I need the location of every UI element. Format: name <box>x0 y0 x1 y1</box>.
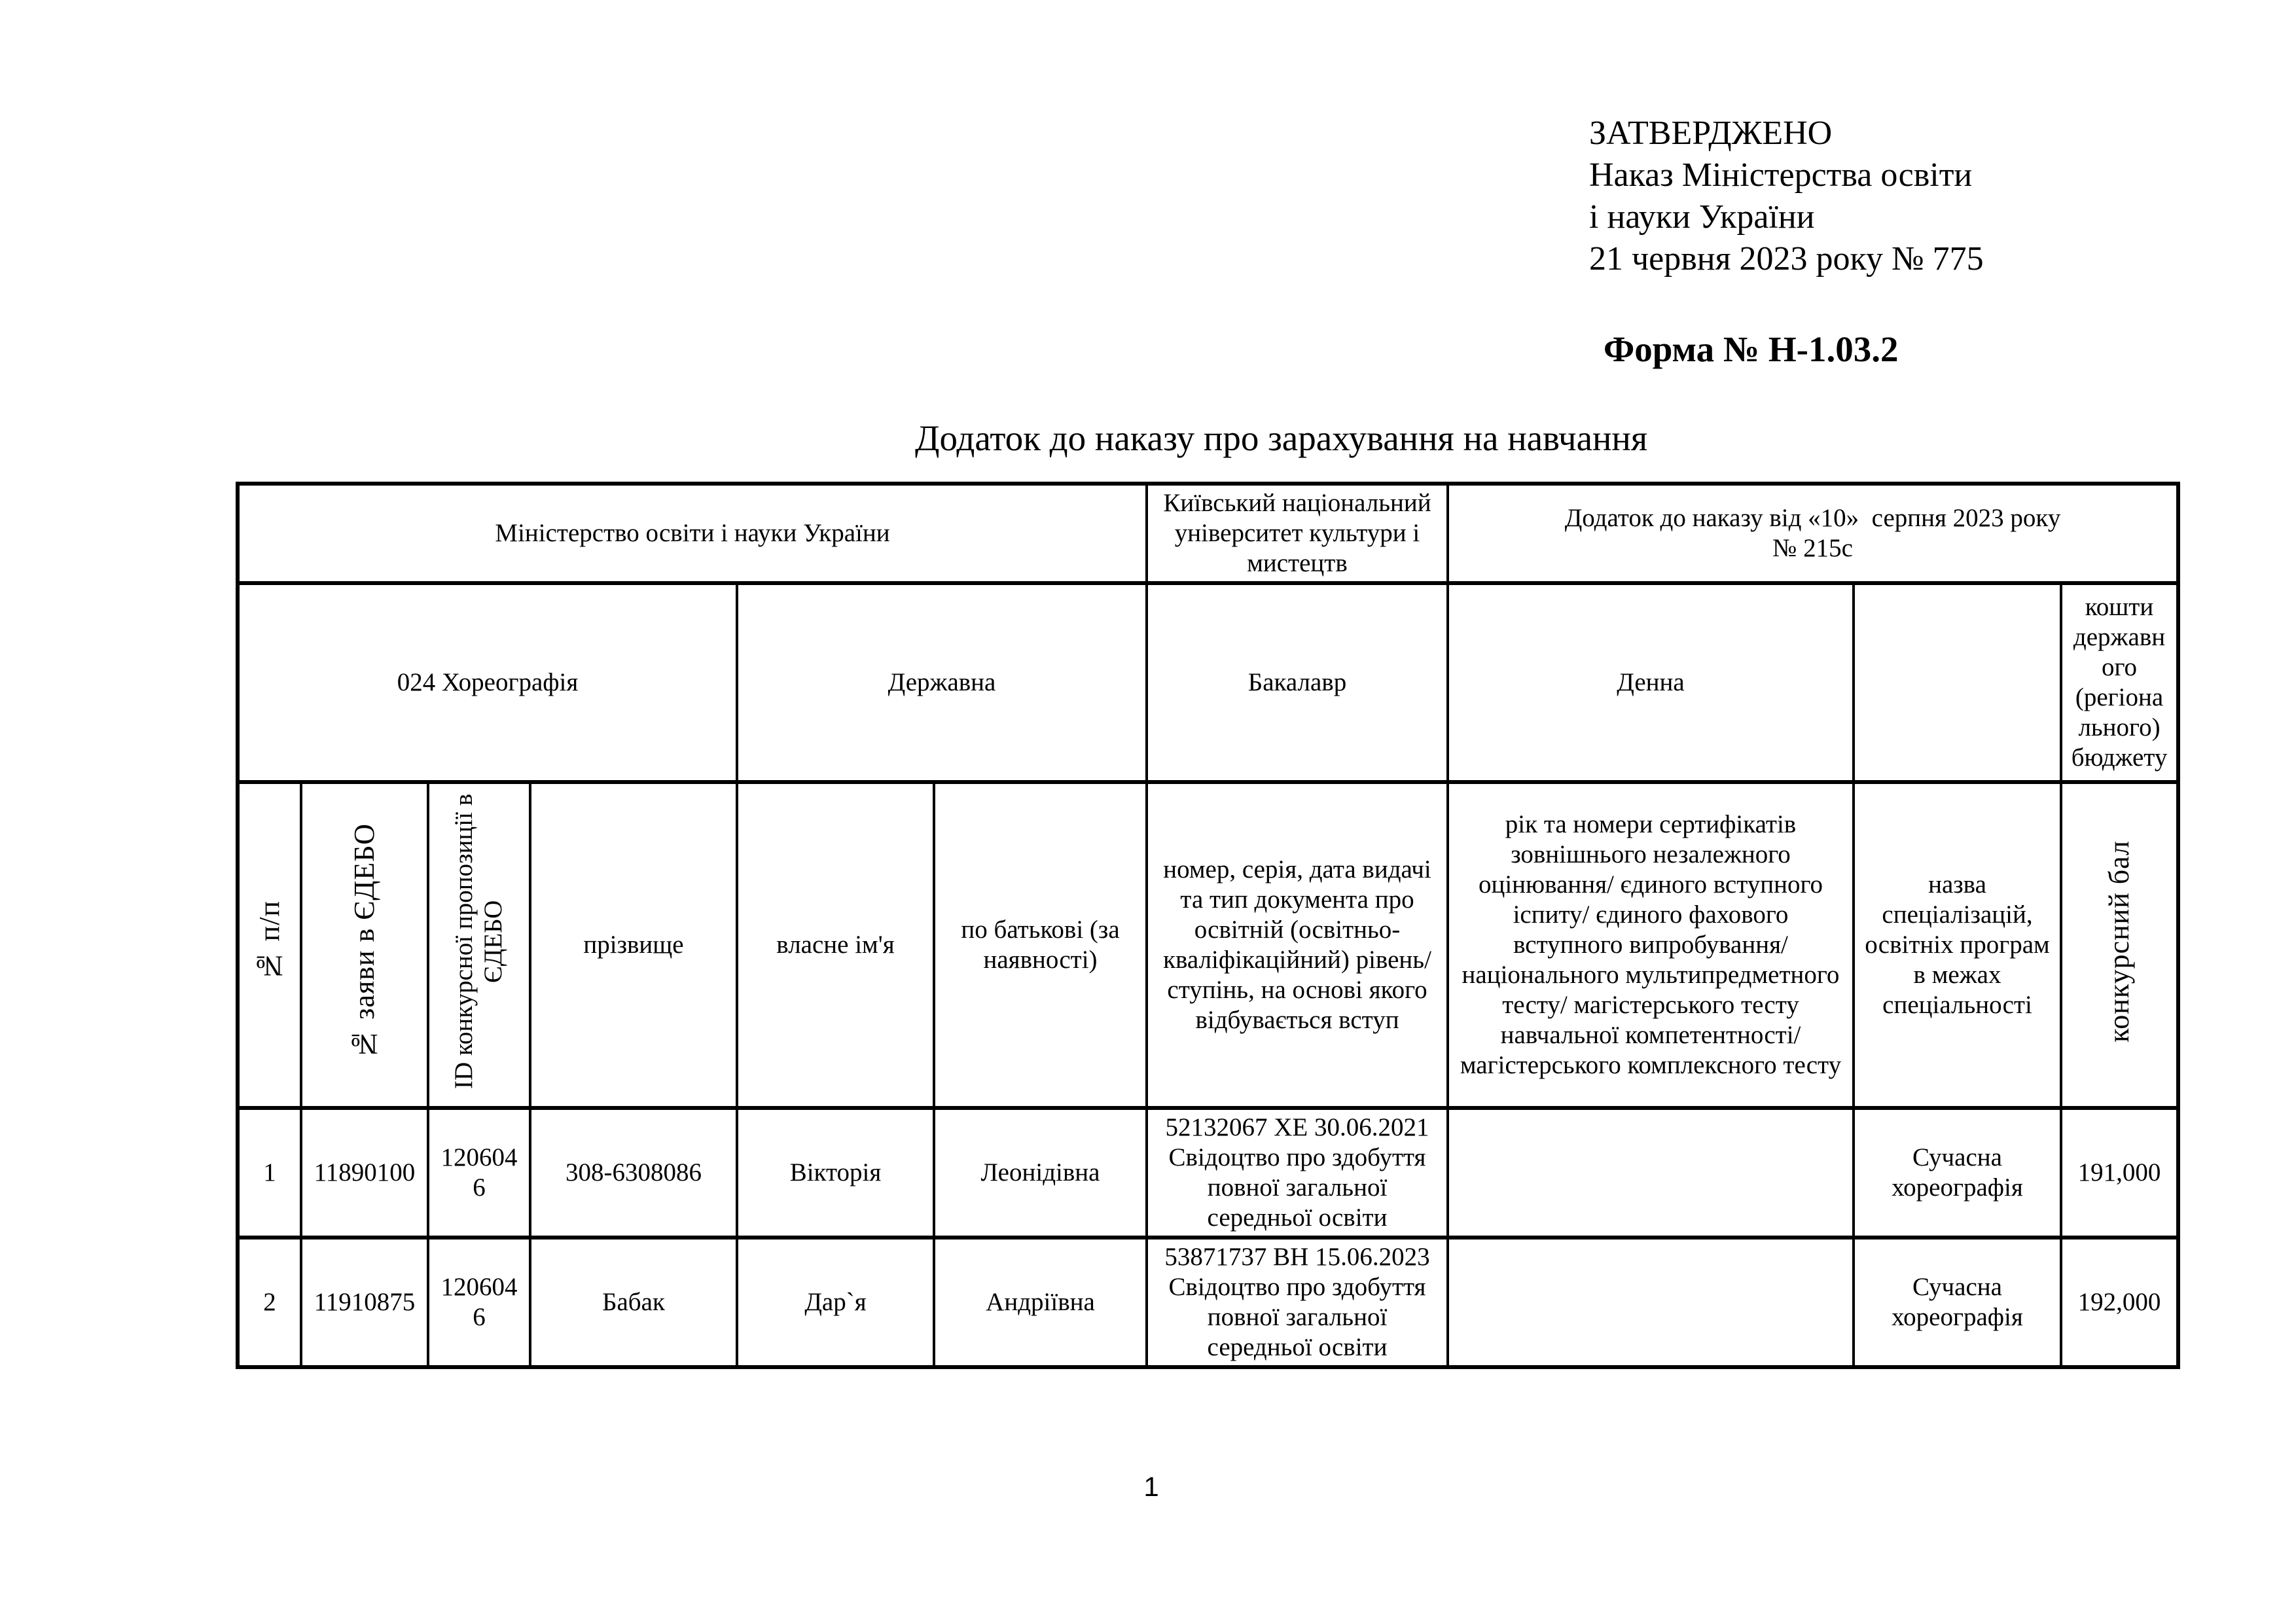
cell-offer-id: 1206046 <box>428 1238 530 1367</box>
empty-cell <box>1854 583 2061 782</box>
cell-first-name: Дар`я <box>737 1238 934 1367</box>
approval-stamp <box>1589 113 1984 280</box>
cell-num: 1 <box>238 1108 301 1238</box>
col-header-num-label: № п/п <box>253 901 285 982</box>
cell-offer-id: 1206046 <box>428 1108 530 1238</box>
approval-line: і науки України <box>1589 198 1815 236</box>
col-header-offer-id-label: ID конкурсної пропозиції в ЄДЕБО <box>450 793 507 1090</box>
cell-surname: 308-6308086 <box>530 1108 737 1238</box>
approval-line: Наказ Міністерства освіти <box>1589 156 1973 194</box>
order-ref-cell <box>1448 484 2178 583</box>
specialty-cell: 024 Хореографія <box>238 583 737 782</box>
cell-certificates <box>1448 1238 1854 1367</box>
cell-application-id: 11890100 <box>301 1108 428 1238</box>
budget-cell: кошти державного (регіонального) бюджету <box>2061 583 2178 782</box>
table-row <box>238 1238 2178 1367</box>
program-header-row <box>238 583 2178 782</box>
order-ref-line: № 215с <box>1772 534 1853 562</box>
column-header-row <box>238 782 2178 1108</box>
col-header-surname: прізвище <box>530 782 737 1108</box>
degree-cell: Бакалавр <box>1147 583 1448 782</box>
col-header-application-id <box>301 782 428 1108</box>
cell-certificates <box>1448 1108 1854 1238</box>
col-header-specialization: назва спеціалізацій, освітніх програм в межах спеціальності <box>1854 782 2061 1108</box>
funding-cell: Державна <box>737 583 1147 782</box>
order-ref-line: Додаток до наказу від «10» серпня 2023 року <box>1564 504 2061 532</box>
table-row <box>238 1108 2178 1238</box>
col-header-certificates: рік та номери сертифікатів зовнішнього незалежного оцінювання/ єдиного вступного іспиту/ єдиного фахового вступного випробування/ національного мультипредметного тесту/ магістерського тесту навчальної компетентності/ магістерського комплексного тесту <box>1448 782 1854 1108</box>
cell-score: 192,000 <box>2061 1238 2178 1367</box>
cell-num: 2 <box>238 1238 301 1367</box>
cell-first-name: Вікторія <box>737 1108 934 1238</box>
cell-document: 52132067 ХЕ 30.06.2021 Свідоцтво про здобуття повної загальної середньої освіти <box>1147 1108 1448 1238</box>
ministry-cell: Міністерство освіти і науки України <box>238 484 1147 583</box>
col-header-offer-id <box>428 782 530 1108</box>
col-header-score-label: конкурсний бал <box>2102 840 2135 1043</box>
cell-specialization: Сучасна хореографія <box>1854 1238 2061 1367</box>
cell-specialization: Сучасна хореографія <box>1854 1108 2061 1238</box>
cell-surname: Бабак <box>530 1238 737 1367</box>
cell-patronymic: Андріївна <box>934 1238 1147 1367</box>
col-header-score <box>2061 782 2178 1108</box>
study-form-cell: Денна <box>1448 583 1854 782</box>
cell-score: 191,000 <box>2061 1108 2178 1238</box>
org-header-row <box>238 484 2178 583</box>
enrollment-table <box>236 482 2180 1369</box>
page-number: 1 <box>1143 1471 1159 1502</box>
university-cell: Київський національний університет культури і мистецтв <box>1147 484 1448 583</box>
page-title: Додаток до наказу про зарахування на навчання <box>915 418 1648 458</box>
cell-document: 53871737 ВН 15.06.2023 Свідоцтво про здобуття повної загальної середньої освіти <box>1147 1238 1448 1367</box>
form-number: Форма № Н-1.03.2 <box>1604 329 1899 369</box>
col-header-document: номер, серія, дата видачі та тип документа про освітній (освітньо-кваліфікаційний) рівень/ступінь, на основі якого відбувається вступ <box>1147 782 1448 1108</box>
col-header-application-id-label: № заяви в ЄДЕБО <box>348 823 380 1060</box>
approval-line: ЗАТВЕРДЖЕНО <box>1589 115 1833 152</box>
col-header-num <box>238 782 301 1108</box>
col-header-patronymic: по батькові (за наявності) <box>934 782 1147 1108</box>
cell-application-id: 11910875 <box>301 1238 428 1367</box>
cell-patronymic: Леонідівна <box>934 1108 1147 1238</box>
col-header-first-name: власне ім'я <box>737 782 934 1108</box>
approval-line: 21 червня 2023 року № 775 <box>1589 240 1984 277</box>
